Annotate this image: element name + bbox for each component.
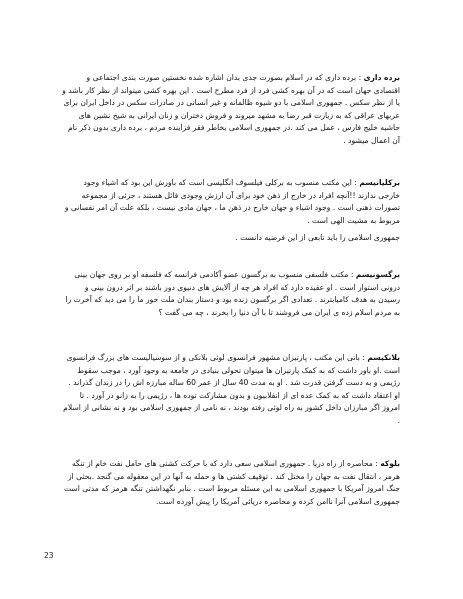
entry-blanquism [62,352,400,428]
entry-definition: : مکتب فلسفی منسوب به برگسون عضو آکادمی فرانسه که فلسفه او بر روی جهان بینی درونی استوار است . او عقیده دارد که افراد هر چه از آلایش های دنیوی دور باشند بر اثر درون بینی و رسیدن به هدف کامیابترند . تعدادی اگر برگسون زنده بود و دستار بندان ملت خور ما را می دید که آخرت را به مردم اسلام زده ی ایران می فروشند تا با آن دنیا را بخرند ، چه می گفت ؟ [65,270,400,317]
entry-bergsonism [62,269,400,319]
entry-term: برکلیانیسم [359,178,400,187]
entry-note: جمهوری اسلامی را باید تابعی از این فرضیه دانست . [235,233,400,243]
entry-text [62,269,400,319]
entry-text [62,72,400,148]
entry-definition: : این مکتب منسوب به برکلی فیلسوف انگلیسی است که باورش این بود که اشیاء وجود خارجی ندارند !!آنچه افراد در خارج از ذهن خود برای آن ارزش وجودی قائل هستند ، جزئی از مجموعه تصورات ذهنی است . وجود اشیاء و جهان خارج در ذهن ما ، جهان مادی نیست ، بلکه علت آن امر نفسانی و مربوط به مشیت الهی است . [64,178,400,225]
entry-berkeleyanism [62,177,400,245]
entry-slavery [62,72,400,148]
entry-definition: : محاصره از راه دریا . جمهوری اسلامی سعی دارد که با حرکت کشتی های حامل نفت خام از تنگه هرمز ، انتقال نفت به جهان را مختل کند . توقیف کشتی ها و حمله به آنها در این معقوله می گنجد .بحثی از جنگ امروز آمریکا با جمهوری اسلامی به این مسئله مربوط است . بنابر نگهداشتن تنگه هرمز که مدتی است جمهوری اسلامی آنرا ناامن کرده و محاصره دریائی آمریکا را پیش آورده است. [63,459,400,506]
entry-text [62,458,400,508]
entry-blockade [62,458,400,508]
entry-text [62,177,400,227]
entry-term: بلوکه [380,459,400,468]
entry-term: بلانکیسم [367,353,400,362]
page-number: 23 [44,551,54,560]
entry-term: برده داری [363,73,400,82]
entry-text [62,352,400,428]
entry-definition: : برده داری که در اسلام بصورت جدی بدان اشاره شده نخستین صورت بندی اجتماعی و اقتصادی جهان است که در آن بهره کشی فرد از فرد مطرح است . این بهره کشی میتواند از نظر کار باشد و یا از نظر سکس . جمهوری اسلامی با دو شیوه ظالمانه و غیر انسانی در صادرات سکس در داخل ایران برای عربهای عراقی که به زیارت قبر رضا به مشهد میروند و فروش دختران و زنان ایرانی به شیخ نشین های حاشیه خلیج فارس ، عمل می کند .در جمهوری اسلامی بخاطر فقر فزاینده مردم ، برده داری بدون ذکر نام آن اعمال میشود . [62,73,400,145]
entry-term: برگسونیسم [355,270,400,279]
entry-definition: : بانی این مکتب ، پارتیزان مشهور فرانسوی لوئی بلانکی و از سوسیالیست های بزرگ فرانسوی است .او باور داشت که به کمک پارتیزان ها میتوان تحولی بنیادی در جامعه به وجود آورد ، موجب سقوط رژیمی و به دست گرفتن قدرت شد . او به مدت 40 سال از عمر 60 ساله مبارزه اش را در زندان گذراند . او اعتقاد داشت که به کمک عده ای از انقلابیون و بدون مشارکت توده ها ، رژیمی را به زانو در آورد . تا امروز اگر مبارزان داخل کشور به راه لوئی رفته بودند ، نه نامی از جمهوری اسلامی بود و نه نشانی از اسلام . [63,353,400,425]
